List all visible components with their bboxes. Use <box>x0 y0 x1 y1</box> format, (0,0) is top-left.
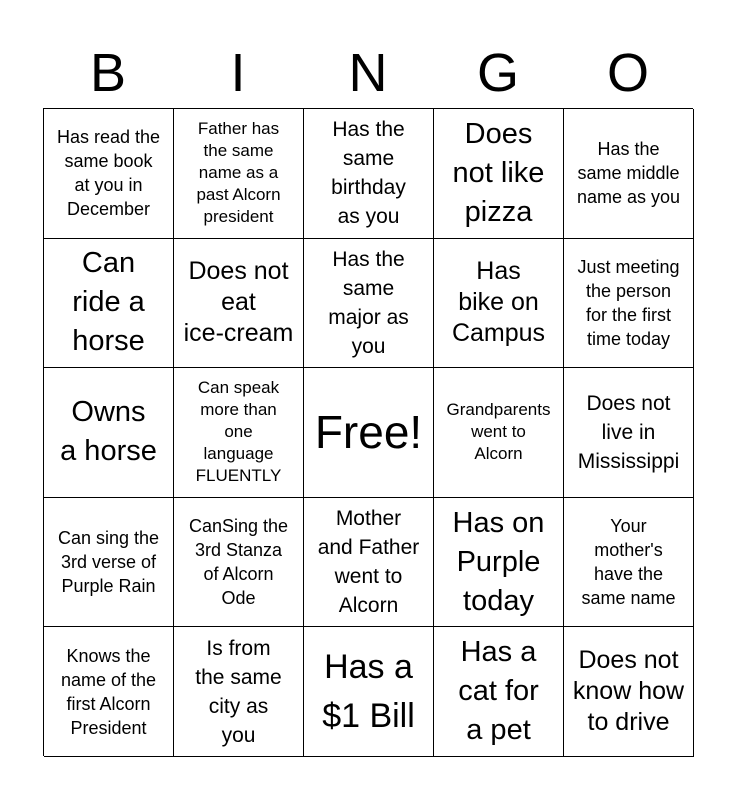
cell-text: Has a cat for a pet <box>458 636 539 747</box>
bingo-cell-r3-c1[interactable] <box>44 368 174 498</box>
cell-text: Has a $1 Bill <box>322 647 415 735</box>
bingo-cell-r5-c2[interactable] <box>174 627 304 757</box>
cell-text: Owns a horse <box>60 396 157 468</box>
cell-text: Does not know how to drive <box>572 646 685 737</box>
bingo-board <box>43 108 693 756</box>
cell-text: Grandparents went to Alcorn <box>446 400 551 464</box>
bingo-cell-r1-c3[interactable] <box>304 109 434 239</box>
cell-text: Has the same middle name as you <box>576 139 681 208</box>
bingo-cell-r1-c5[interactable] <box>564 109 694 239</box>
bingo-cell-r3-c2[interactable] <box>174 368 304 498</box>
bingo-cell-r2-c2[interactable] <box>174 239 304 369</box>
bingo-cell-r2-c1[interactable] <box>44 239 174 369</box>
cell-text: Father has the same name as a past Alcorn president <box>196 119 281 227</box>
free-space-text: Free! <box>314 406 423 459</box>
bingo-cell-free[interactable] <box>304 368 434 498</box>
cell-text: Has on Purple today <box>452 506 545 617</box>
cell-text: Has bike on Campus <box>451 257 546 348</box>
bingo-cell-r5-c3[interactable] <box>304 627 434 757</box>
bingo-cell-r5-c4[interactable] <box>434 627 564 757</box>
cell-text: Does not like pizza <box>452 117 545 228</box>
bingo-cell-r5-c1[interactable] <box>44 627 174 757</box>
bingo-cell-r4-c1[interactable] <box>44 498 174 628</box>
cell-text: Is from the same city as you <box>195 636 282 747</box>
header-letter-o: O <box>606 43 649 103</box>
bingo-cell-r1-c4[interactable] <box>434 109 564 239</box>
bingo-cell-r4-c4[interactable] <box>434 498 564 628</box>
cell-text: Just meeting the person for the first time today <box>577 256 680 349</box>
cell-text: CanSing the 3rd Stanza of Alcorn Ode <box>188 516 289 609</box>
cell-text: Your mother's have the same name <box>581 516 676 609</box>
header-letter-g: G <box>476 43 519 103</box>
header-letter-b: B <box>89 43 127 103</box>
cell-text: Has the same major as you <box>328 247 409 358</box>
bingo-cell-r3-c4[interactable] <box>434 368 564 498</box>
cell-text: Has the same birthday as you <box>331 118 406 229</box>
bingo-cell-r4-c3[interactable] <box>304 498 434 628</box>
header-letter-n: N <box>348 43 388 103</box>
bingo-header <box>43 40 693 106</box>
cell-text: Has read the same book at you in December <box>56 127 161 220</box>
cell-text: Knows the name of the first Alcorn President <box>60 645 157 738</box>
cell-text: Can speak more than one language FLUENTLY <box>195 378 282 486</box>
cell-text: Mother and Father went to Alcorn <box>317 507 420 618</box>
cell-text: Does not live in Mississippi <box>577 391 680 473</box>
bingo-cell-r2-c4[interactable] <box>434 239 564 369</box>
bingo-cell-r3-c5[interactable] <box>564 368 694 498</box>
cell-text: Can ride a horse <box>72 247 145 358</box>
bingo-cell-r1-c2[interactable] <box>174 109 304 239</box>
bingo-cell-r1-c1[interactable] <box>44 109 174 239</box>
bingo-cell-r2-c5[interactable] <box>564 239 694 369</box>
bingo-cell-r4-c2[interactable] <box>174 498 304 628</box>
header-letter-i: I <box>230 43 246 103</box>
cell-text: Does not eat ice-cream <box>183 257 294 348</box>
bingo-cell-r4-c5[interactable] <box>564 498 694 628</box>
cell-text: Can sing the 3rd verse of Purple Rain <box>57 528 160 597</box>
bingo-cell-r2-c3[interactable] <box>304 239 434 369</box>
bingo-cell-r5-c5[interactable] <box>564 627 694 757</box>
